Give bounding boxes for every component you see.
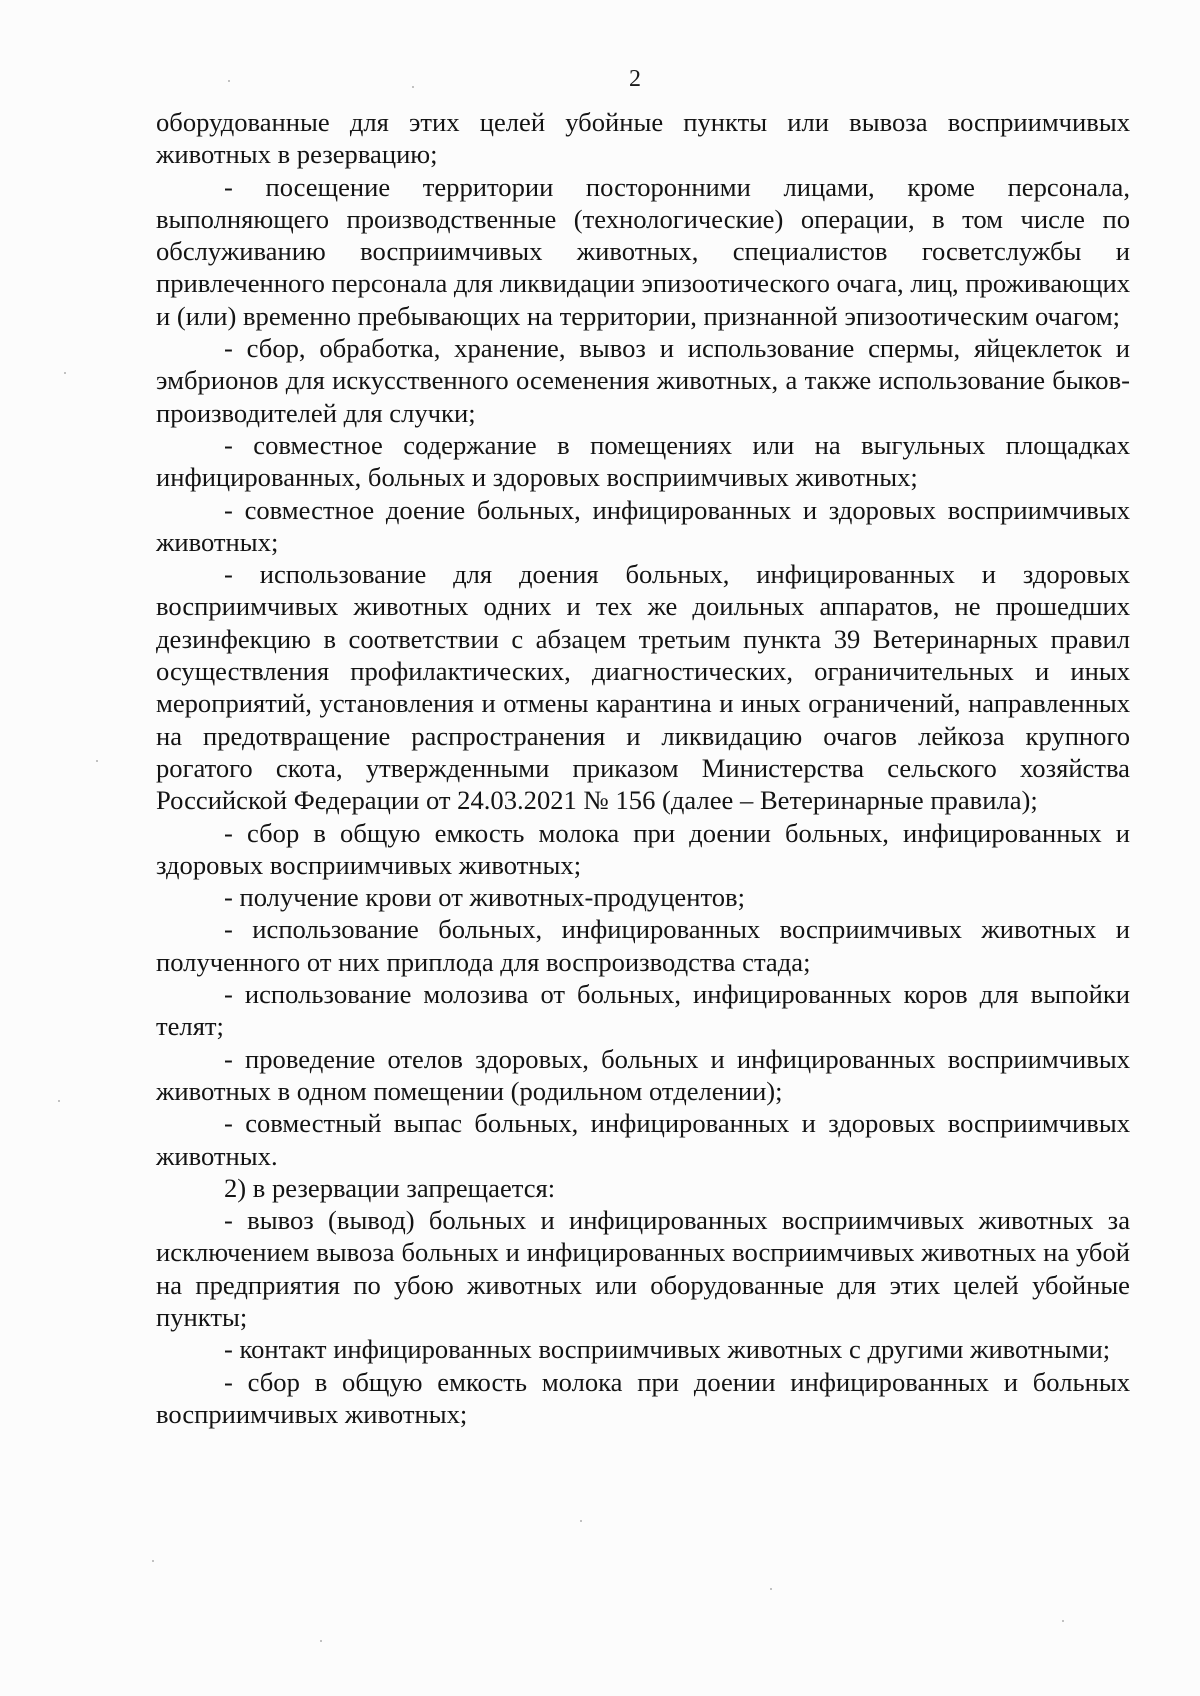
scan-speck: [228, 80, 230, 82]
scan-speck: [1062, 1620, 1064, 1622]
scan-speck: [96, 760, 98, 762]
paragraph-item-visits: - посещение территории посторонними лицами, кроме персонала, выполняющего производственные (технологические) операции, в том числе по обслуживанию восприимчивых животных, специалистов госветслужбы и привлеченного персонала для ликвидации эпизоотического очага, лиц, проживающих и (или) временно пребывающих на территории, признанной эпизоотическим очагом;: [156, 171, 1131, 331]
paragraph-item-grazing: - совместный выпас больных, инфицированных и здоровых восприимчивых животных.: [156, 1108, 1130, 1171]
paragraph-continuation: оборудованные для этих целей убойные пункты или вывоза восприимчивых животных в резервацию;: [156, 107, 1130, 170]
paragraph-item-breeding: - использование больных, инфицированных восприимчивых животных и полученного от них приплода для воспроизводства стада;: [156, 914, 1130, 977]
paragraph-item-colostrum: - использование молозива от больных, инфицированных коров для выпойки телят;: [156, 979, 1130, 1042]
paragraph-item-contact: - контакт инфицированных восприимчивых животных с другими животными;: [224, 1334, 1111, 1365]
paragraph-item-semen: - сбор, обработка, хранение, вывоз и использование спермы, яйцеклеток и эмбрионов для искусственного осеменения животных, а также использование быков-производителей для случки;: [156, 333, 1130, 428]
paragraph-item-joint-housing: - совместное содержание в помещениях или на выгульных площадках инфицированных, больных и здоровых восприимчивых животных;: [156, 429, 1130, 493]
paragraph-item-milk-collection-reservation: - сбор в общую емкость молока при доении инфицированных и больных восприимчивых животных;: [156, 1366, 1130, 1429]
scan-speck: [320, 1640, 322, 1642]
scan-speck: [412, 86, 414, 88]
paragraph-item-blood: - получение крови от животных-продуцентов;: [224, 882, 745, 913]
paragraph-item-calving: - проведение отелов здоровых, больных и инфицированных восприимчивых животных в одном помещении (родильном отделении);: [156, 1043, 1130, 1106]
paragraph-item-milking-machines: - использование для доения больных, инфицированных и здоровых восприимчивых животных одних и тех же доильных аппаратов, не прошедших дезинфекцию в соответствии с абзацем третьим пункта 39 Ветеринарных правил осуществления профилактических, диагностических, ограничительных и иных мероприятий, установления и отмены карантина и иных ограничений, направленных на предотвращение распространения и ликвидацию очагов лейкоза крупного рогатого скота, утвержденными приказом Министерства сельского хозяйства Российской Федерации от 24.03.2021 № 156 (далее – Ветеринарные правила);: [156, 559, 1130, 816]
paragraph-section-heading: 2) в резервации запрещается:: [224, 1172, 556, 1203]
page-number: 2: [629, 66, 641, 92]
paragraph-item-milk-collection: - сбор в общую емкость молока при доении больных, инфицированных и здоровых восприимчивых животных;: [156, 817, 1130, 880]
paragraph-item-removal: - вывоз (вывод) больных и инфицированных восприимчивых животных за исключением вывоза больных и инфицированных восприимчивых животных на убой на предприятия по убою животных или оборудованные для этих целей убойные пункты;: [156, 1205, 1130, 1332]
document-body: [156, 106, 1130, 1430]
scan-speck: [152, 1560, 154, 1562]
scan-speck: [580, 1520, 582, 1522]
scan-speck: [58, 1100, 60, 1102]
scan-speck: [64, 372, 66, 374]
paragraph-item-joint-milking: - совместное доение больных, инфицированных и здоровых восприимчивых животных;: [156, 494, 1130, 557]
scan-speck: [770, 1588, 772, 1590]
